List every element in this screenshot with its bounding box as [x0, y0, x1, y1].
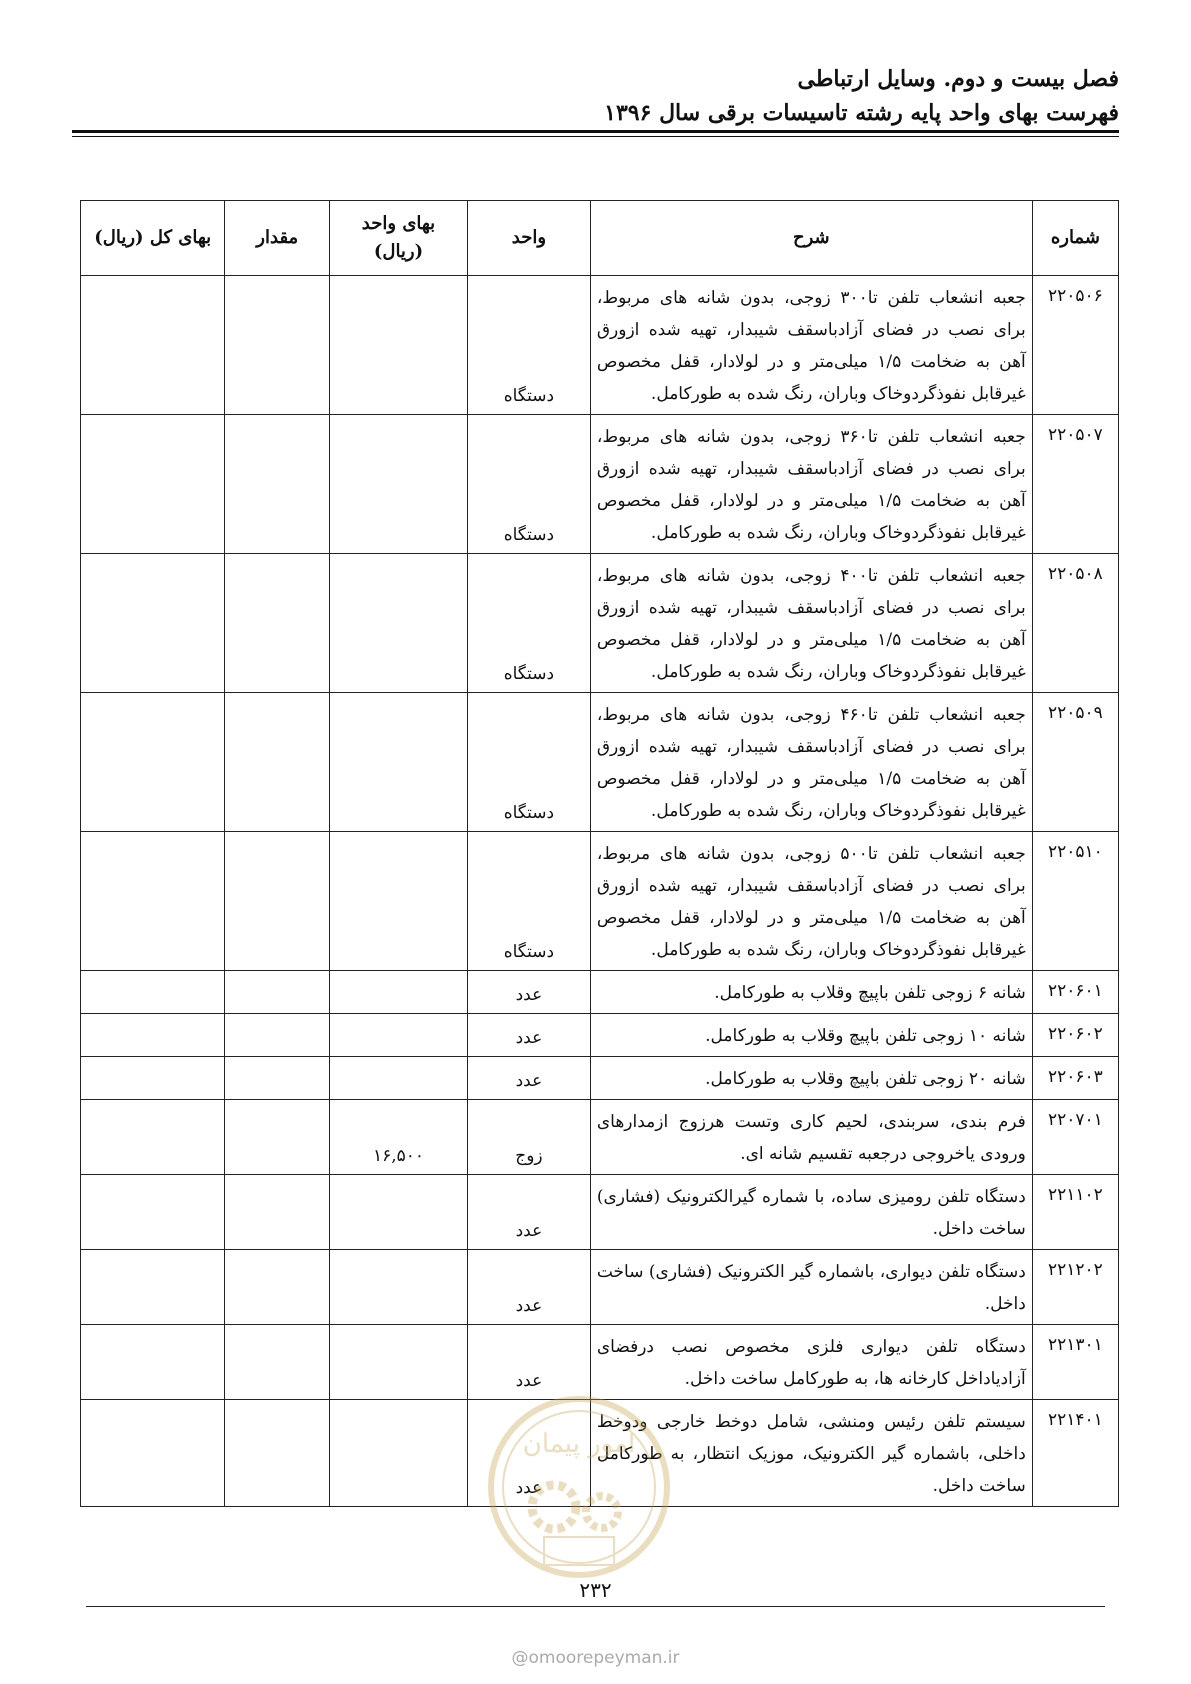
item-unit: دستگاه: [467, 693, 590, 832]
item-unit-price: [330, 276, 468, 415]
item-unit-price: [330, 1325, 468, 1400]
page-header: [604, 62, 1119, 130]
item-total-price: [81, 1250, 225, 1325]
table-row: [81, 1057, 1119, 1100]
item-unit: عدد: [467, 1014, 590, 1057]
column-header-unit-price: [330, 201, 468, 276]
website-watermark: @omoorepeyman.ir: [511, 1648, 680, 1668]
item-total-price: [81, 1325, 225, 1400]
item-quantity: [225, 1250, 330, 1325]
item-total-price: [81, 276, 225, 415]
item-unit-price: [330, 1250, 468, 1325]
item-total-price: [81, 832, 225, 971]
item-code: ۲۲۰۶۰۱: [1032, 971, 1118, 1014]
item-total-price: [81, 1014, 225, 1057]
item-description: سیستم تلفن رئیس ومنشی، شامل دوخط خارجی ودوخط داخلی، باشماره گیر الکترونیک، موزیک انتظار، به طورکامل ساخت داخل.: [590, 1400, 1032, 1507]
item-unit-price: [330, 693, 468, 832]
item-code: ۲۲۰۵۰۶: [1032, 276, 1118, 415]
column-header-total-price: بهای کل (ریال): [81, 201, 225, 276]
item-unit: عدد: [467, 1400, 590, 1507]
item-description: دستگاه تلفن رومیزی ساده، با شماره گیرالکترونیک (فشاری) ساخت داخل.: [590, 1175, 1032, 1250]
unit-price-header-line1: بهای واحد: [361, 213, 436, 234]
watermark-grid: [544, 1537, 614, 1565]
item-code: ۲۲۰۶۰۲: [1032, 1014, 1118, 1057]
item-description: فرم بندی، سربندی، لحیم کاری وتست هرزوج ازمدارهای ورودی یاخروجی درجعبه تقسیم شانه ای.: [590, 1100, 1032, 1175]
price-list-table: [80, 200, 1119, 1507]
gear-icon: [586, 1496, 618, 1528]
column-header-code: شماره: [1032, 201, 1118, 276]
item-unit: عدد: [467, 1250, 590, 1325]
table-header-row: [81, 201, 1119, 276]
table-row: [81, 693, 1119, 832]
item-total-price: [81, 971, 225, 1014]
item-quantity: [225, 276, 330, 415]
item-unit-price: [330, 1400, 468, 1507]
item-description: شانه ۲۰ زوجی تلفن باپیچ وقلاب به طورکامل.: [590, 1057, 1032, 1100]
header-rule-thin: [72, 136, 1119, 137]
item-quantity: [225, 1175, 330, 1250]
item-total-price: [81, 554, 225, 693]
watermark-text: امور پیمان: [522, 1429, 636, 1459]
item-unit: دستگاه: [467, 832, 590, 971]
item-quantity: [225, 554, 330, 693]
item-quantity: [225, 1014, 330, 1057]
watermark-ring: [491, 1399, 667, 1575]
item-unit-price: [330, 415, 468, 554]
item-description: دستگاه تلفن دیواری فلزی مخصوص نصب درفضای آزادیاداخل کارخانه ها، به طورکامل ساخت داخل.: [590, 1325, 1032, 1400]
table-row: [81, 1250, 1119, 1325]
item-unit: زوج: [467, 1100, 590, 1175]
footer-rule: [86, 1606, 1105, 1607]
item-total-price: [81, 415, 225, 554]
page-number: ۲۳۲: [579, 1578, 612, 1602]
item-description: جعبه انشعاب تلفن تا۴۰۰ زوجی، بدون شانه های مربوط، برای نصب در فضای آزادباسقف شیبدار، تهیه شده ازورق آهن به ضخامت ۱/۵ میلی‌متر و در لولادار، قفل مخصوص غیرقابل نفوذگردوخاک وباران، رنگ شده به طورکامل.: [590, 554, 1032, 693]
table-row: [81, 276, 1119, 415]
item-code: ۲۲۰۵۰۸: [1032, 554, 1118, 693]
gear-icon: [532, 1485, 576, 1529]
item-unit: دستگاه: [467, 276, 590, 415]
item-code: ۲۲۰۵۰۷: [1032, 415, 1118, 554]
chapter-title: فصل بیست و دوم. وسایل ارتباطی: [797, 66, 1119, 92]
item-quantity: [225, 971, 330, 1014]
item-unit: عدد: [467, 971, 590, 1014]
item-unit: عدد: [467, 1175, 590, 1250]
item-quantity: [225, 1057, 330, 1100]
column-header-unit: واحد: [467, 201, 590, 276]
column-header-quantity: مقدار: [225, 201, 330, 276]
document-subtitle: فهرست بهای واحد پایه رشته تاسیسات برقی سال ۱۳۹۶: [604, 100, 1119, 126]
item-total-price: [81, 1100, 225, 1175]
item-code: ۲۲۱۲۰۲: [1032, 1250, 1118, 1325]
item-unit: عدد: [467, 1057, 590, 1100]
item-description: شانه ۶ زوجی تلفن باپیچ وقلاب به طورکامل.: [590, 971, 1032, 1014]
item-unit: دستگاه: [467, 554, 590, 693]
item-quantity: [225, 1400, 330, 1507]
item-unit-price: [330, 1175, 468, 1250]
table-row: [81, 554, 1119, 693]
item-unit: دستگاه: [467, 415, 590, 554]
item-code: ۲۲۱۴۰۱: [1032, 1400, 1118, 1507]
item-description: جعبه انشعاب تلفن تا۴۶۰ زوجی، بدون شانه های مربوط، برای نصب در فضای آزادباسقف شیبدار، تهیه شده ازورق آهن به ضخامت ۱/۵ میلی‌متر و در لولادار، قفل مخصوص غیرقابل نفوذگردوخاک وباران، رنگ شده به طورکامل.: [590, 693, 1032, 832]
item-unit: عدد: [467, 1325, 590, 1400]
item-description: جعبه انشعاب تلفن تا۳۶۰ زوجی، بدون شانه های مربوط، برای نصب در فضای آزادباسقف شیبدار، تهیه شده ازورق آهن به ضخامت ۱/۵ میلی‌متر و در لولادار، قفل مخصوص غیرقابل نفوذگردوخاک وباران، رنگ شده به طورکامل.: [590, 415, 1032, 554]
item-quantity: [225, 1100, 330, 1175]
item-code: ۲۲۰۶۰۳: [1032, 1057, 1118, 1100]
item-total-price: [81, 1175, 225, 1250]
unit-price-header-line2: (ریال): [373, 241, 424, 262]
table-row: [81, 971, 1119, 1014]
item-unit-price: [330, 554, 468, 693]
item-unit-price: [330, 971, 468, 1014]
item-code: ۲۲۰۷۰۱: [1032, 1100, 1118, 1175]
table-row: [81, 1175, 1119, 1250]
table-row: [81, 1100, 1119, 1175]
item-description: شانه ۱۰ زوجی تلفن باپیچ وقلاب به طورکامل.: [590, 1014, 1032, 1057]
item-unit-price: [330, 832, 468, 971]
item-code: ۲۲۰۵۰۹: [1032, 693, 1118, 832]
header-rule-thick: [72, 130, 1119, 133]
table-row: [81, 415, 1119, 554]
item-total-price: [81, 1400, 225, 1507]
item-unit-price: [330, 1057, 468, 1100]
item-code: ۲۲۱۱۰۲: [1032, 1175, 1118, 1250]
table-row: [81, 1014, 1119, 1057]
item-code: ۲۲۰۵۱۰: [1032, 832, 1118, 971]
item-quantity: [225, 1325, 330, 1400]
item-total-price: [81, 693, 225, 832]
item-quantity: [225, 415, 330, 554]
item-total-price: [81, 1057, 225, 1100]
item-code: ۲۲۱۳۰۱: [1032, 1325, 1118, 1400]
item-description: جعبه انشعاب تلفن تا۵۰۰ زوجی، بدون شانه های مربوط، برای نصب در فضای آزادباسقف شیبدار، تهیه شده ازورق آهن به ضخامت ۱/۵ میلی‌متر و در لولادار، قفل مخصوص غیرقابل نفوذگردوخاک وباران، رنگ شده به طورکامل.: [590, 832, 1032, 971]
column-header-description: شرح: [590, 201, 1032, 276]
item-quantity: [225, 832, 330, 971]
item-quantity: [225, 693, 330, 832]
item-description: جعبه انشعاب تلفن تا۳۰۰ زوجی، بدون شانه های مربوط، برای نصب در فضای آزادباسقف شیبدار، تهیه شده ازورق آهن به ضخامت ۱/۵ میلی‌متر و در لولادار، قفل مخصوص غیرقابل نفوذگردوخاک وباران، رنگ شده به طورکامل.: [590, 276, 1032, 415]
table-row: [81, 832, 1119, 971]
item-description: دستگاه تلفن دیواری، باشماره گیر الکترونیک (فشاری) ساخت داخل.: [590, 1250, 1032, 1325]
watermark-logo: [484, 1372, 674, 1602]
item-unit-price: ۱۶,۵۰۰: [330, 1100, 468, 1175]
item-unit-price: [330, 1014, 468, 1057]
